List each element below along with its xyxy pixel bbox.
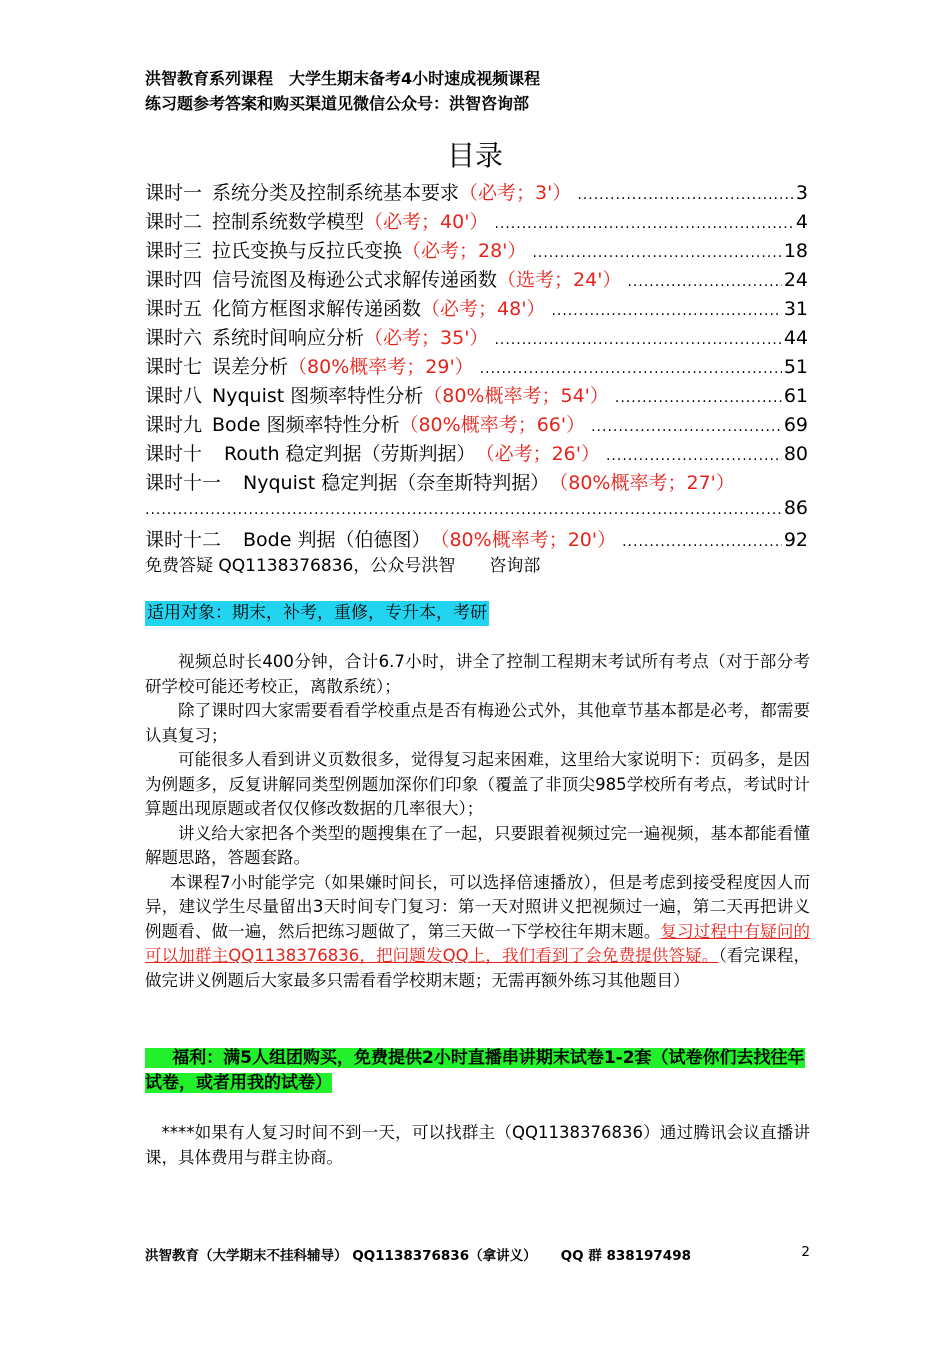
page-footer bbox=[145, 1244, 810, 1264]
toc-tag: （80%概率考；29'） bbox=[288, 356, 474, 378]
toc-tag: （80%概率考；54'） bbox=[423, 385, 609, 407]
toc-row-9[interactable] bbox=[145, 410, 808, 439]
toc-leader bbox=[494, 332, 781, 348]
toc-page: 51 bbox=[783, 356, 808, 378]
toc-num: 课时九 bbox=[145, 414, 203, 436]
toc-leader bbox=[480, 361, 782, 377]
toc-title-text: Routh 稳定判据（劳斯判据） bbox=[224, 443, 476, 465]
toc-leader bbox=[615, 390, 782, 406]
toc-num: 课时七 bbox=[145, 356, 203, 378]
toc-leader bbox=[591, 419, 782, 435]
toc-title-text: Nyquist 图频率特性分析 bbox=[212, 385, 424, 407]
toc-tag: （必考；26'） bbox=[475, 443, 600, 465]
toc-row-2[interactable] bbox=[145, 207, 808, 236]
toc-tag: （必考；35'） bbox=[364, 327, 489, 349]
toc-tag: （必考；3'） bbox=[459, 182, 572, 204]
header-line-1: 洪智教育系列课程 大学生期末备考4小时速成视频课程 bbox=[145, 69, 541, 88]
toc-num: 课时六 bbox=[145, 327, 203, 349]
toc-leader bbox=[145, 502, 782, 518]
toc-leader bbox=[494, 216, 793, 232]
paragraph-duration: 视频总时长400分钟，合计6.7小时，讲全了控制工程期末考试所有考点（对于部分考研学校可能还考校正，离散系统）； bbox=[145, 652, 810, 696]
toc-leader bbox=[627, 274, 781, 290]
page-number: 2 bbox=[801, 1244, 810, 1260]
toc-row-1[interactable] bbox=[145, 178, 808, 207]
audience-banner: 适用对象：期末，补考，重修，专升本，考研 bbox=[145, 601, 489, 626]
toc-leader bbox=[622, 534, 782, 550]
table-of-contents bbox=[145, 178, 808, 554]
toc-num: 课时十二 bbox=[145, 529, 222, 551]
benefit-banner bbox=[145, 1046, 810, 1096]
toc-row-10[interactable] bbox=[145, 439, 808, 468]
toc-row-7[interactable] bbox=[145, 352, 808, 381]
toc-row-12[interactable] bbox=[145, 525, 808, 554]
toc-leader bbox=[532, 245, 781, 261]
footer-org: 洪智教育（大学期末不挂科辅导） QQ1138376836（拿讲义） bbox=[145, 1248, 537, 1264]
qa-group-link[interactable]: 复习过程中有疑问的可以加群主QQ1138376836，把问题发QQ上，我们看到了会免费提供答疑。 bbox=[145, 921, 811, 965]
toc-num: 课时五 bbox=[145, 298, 203, 320]
course-description bbox=[145, 650, 810, 993]
toc-num: 课时三 bbox=[145, 240, 203, 262]
toc-tag: （必考；40'） bbox=[364, 211, 489, 233]
toc-row-6[interactable] bbox=[145, 323, 808, 352]
toc-page: 31 bbox=[783, 298, 808, 320]
paragraph-chapters: 除了课时四大家需要看看学校重点是否有梅逊公式外，其他章节基本都是必考，都需要认真复习； bbox=[145, 701, 810, 745]
toc-row-11[interactable] bbox=[145, 468, 808, 497]
toc-num: 课时四 bbox=[145, 269, 203, 291]
toc-page: 80 bbox=[783, 443, 808, 465]
page-header bbox=[145, 66, 825, 116]
toc-leader bbox=[551, 303, 781, 319]
toc-page: 24 bbox=[783, 269, 808, 291]
toc-num: 课时一 bbox=[145, 182, 203, 204]
group-note bbox=[145, 1120, 810, 1170]
toc-title-text: 化简方框图求解传递函数 bbox=[212, 298, 422, 320]
toc-page: 92 bbox=[783, 529, 808, 551]
toc-tag: （80%概率考；20'） bbox=[430, 529, 617, 551]
group-note-text: ****如果有人复习时间不到一天，可以找群主（QQ1138376836）通过腾讯会议直播讲课，具体费用与群主协商。 bbox=[145, 1123, 810, 1167]
toc-title-text: Bode 图频率特性分析 bbox=[212, 414, 400, 436]
benefit-text: 福利：满5人组团购买，免费提供2小时直播串讲期末试卷1-2套（试卷你们去找往年试卷，或者用我的试卷） bbox=[145, 1048, 805, 1093]
toc-num: 课时十一 bbox=[145, 472, 222, 494]
header-line-2: 练习题参考答案和购买渠道见微信公众号：洪智咨询部 bbox=[145, 94, 530, 113]
toc-title-text: 系统分类及控制系统基本要求 bbox=[212, 182, 460, 204]
free-qa-text-1: 免费答疑 QQ1138376836，公众号洪智 bbox=[145, 556, 456, 576]
footer-qq-group: QQ 群 838197498 bbox=[560, 1248, 691, 1264]
toc-page: 61 bbox=[783, 385, 808, 407]
free-qa-line bbox=[145, 553, 540, 579]
toc-page: 3 bbox=[795, 182, 808, 204]
toc-title-text: 控制系统数学模型 bbox=[212, 211, 365, 233]
toc-page: 44 bbox=[783, 327, 808, 349]
toc-title-text: 误差分析 bbox=[212, 356, 289, 378]
toc-title: 目录 bbox=[446, 139, 503, 172]
toc-row-8[interactable] bbox=[145, 381, 808, 410]
free-qa-text-2: 咨询部 bbox=[489, 556, 541, 576]
plan-text: 本课程7小时能学完（如果嫌时间长，可以选择倍速播放），但是考虑到接受程度因人而异，建议学生尽量留出3天时间专门复习：第一天对照讲义把视频过一遍，第二天再把讲义例题看、做一遍，然后把练习题做了，第三天做一下学校往年期末题。 bbox=[145, 872, 810, 941]
toc-num: 课时十 bbox=[145, 443, 203, 465]
toc-tag: （80%概率考；66'） bbox=[399, 414, 586, 436]
toc-title-text: 系统时间响应分析 bbox=[212, 327, 365, 349]
toc-row-11-continued bbox=[145, 497, 808, 525]
toc-leader bbox=[577, 187, 794, 203]
toc-row-4[interactable] bbox=[145, 265, 808, 294]
paragraph-plan bbox=[145, 871, 810, 994]
plan-note: （看完课程，做完讲义例题后大家最多只需看看学校期末题；无需再额外练习其他题目） bbox=[145, 946, 811, 990]
paragraph-pages: 可能很多人看到讲义页数很多，觉得复习起来困难，这里给大家说明下：页码多，是因为例题多，反复讲解同类型例题加深你们印象（覆盖了非顶尖985学校所有考点，考试时计算题出现原题或者仅仅修改数据的几率很大）； bbox=[145, 750, 810, 818]
toc-row-3[interactable] bbox=[145, 236, 808, 265]
toc-num: 课时八 bbox=[145, 385, 203, 407]
toc-row-5[interactable] bbox=[145, 294, 808, 323]
toc-tag: （必考；28'） bbox=[402, 240, 527, 262]
paragraph-handout: 讲义给大家把各个类型的题搜集在了一起，只要跟着视频过完一遍视频，基本都能看懂解题思路，答题套路。 bbox=[145, 823, 810, 867]
toc-num: 课时二 bbox=[145, 211, 203, 233]
toc-page: 86 bbox=[783, 497, 808, 519]
toc-page: 4 bbox=[795, 211, 808, 233]
toc-tag: （必考；48'） bbox=[421, 298, 546, 320]
toc-page: 18 bbox=[783, 240, 808, 262]
toc-leader bbox=[606, 448, 782, 464]
toc-tag: （80%概率考；27'） bbox=[549, 472, 735, 494]
toc-tag: （选考；24'） bbox=[497, 269, 622, 291]
toc-title-text: 拉氏变换与反拉氏变换 bbox=[212, 240, 403, 262]
toc-title-text: Nyquist 稳定判据（奈奎斯特判据） bbox=[243, 472, 550, 494]
toc-title-text: Bode 判据（伯德图） bbox=[243, 529, 431, 551]
toc-title-text: 信号流图及梅逊公式求解传递函数 bbox=[212, 269, 498, 291]
toc-page: 69 bbox=[783, 414, 808, 436]
